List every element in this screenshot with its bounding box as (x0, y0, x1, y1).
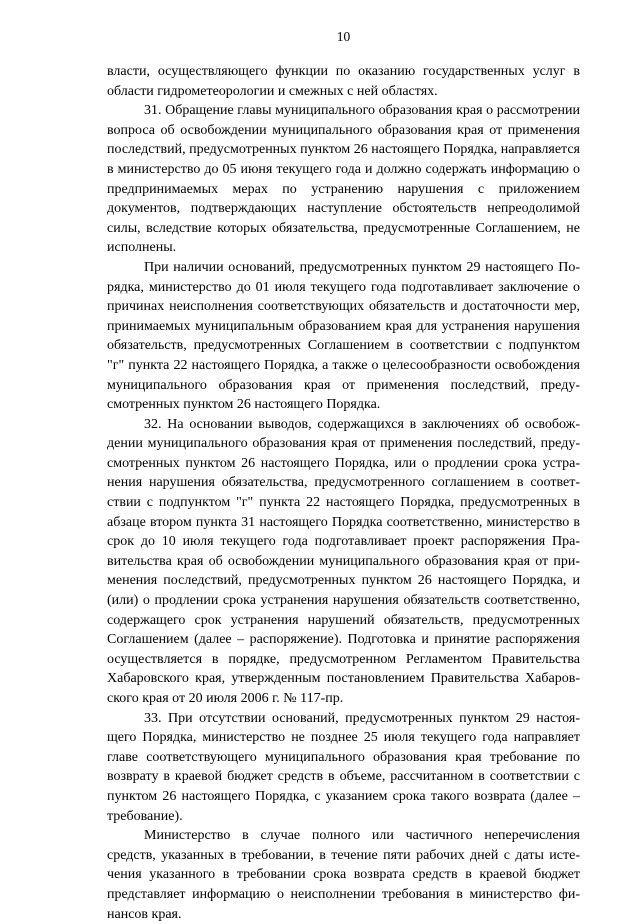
paragraph-31: 31. Обращение главы муниципального образования края о рассмотрении вопроса об освобождении муниципального образования края от применения последствий, предусмотренных пунктом 26 настоящего Порядка, направляется в министерство до 05 июня текущего года и должно содержать информацию о предпринимаемых мерах по устранению нарушения с приложением документов, подтверждающих наступление обстоятельств непреодолимой силы, вследствие которых обязательства, предусмотренные Соглашением, не исполнены. (107, 103, 580, 256)
paragraph-33-second: Министерство в случае полного или частичного неперечисления средств, указанных в требовании, в течение пяти рабочих дней с даты истечения указанного в требовании срока возврата средств в краевой бюджет представляет информацию о неисполнении требования в министерство финансов края. (107, 828, 580, 922)
paragraph-32: 32. На основании выводов, содержащихся в заключениях об освобождении муниципального образования края от применения последствий, предусмотренных пунктом 26 настоящего Порядка, или о продлении срока устранения нарушения обязательства, предусмотренного соглашением в соответствии с подпунктом "г" пункта 22 настоящего Порядка, предусмотренных в абзаце втором пункта 31 настоящего Порядка соответственно, министерство в срок до 10 июля текущего года подготавливает проект распоряжения Правительства края об освобождении муниципального образования края от применения последствий, предусмотренных пунктом 26 настоящего Порядка, и (или) о продлении срока устранения нарушения обязательств соответственно, содержащего срок устранения нарушений обязательств, предусмотренных Соглашением (далее – распоряжение). Подготовка и принятие распоряжения осуществляется в порядке, предусмотренном Регламентом Правительства Хабаровского края, утвержденным постановлением Правительства Хабаровского края от 20 июля 2006 г. № 117-пр. (107, 416, 580, 706)
document-body (107, 62, 580, 924)
page-number: 10 (336, 29, 351, 44)
paragraph-31-second: При наличии оснований, предусмотренных пунктом 29 настоящего Порядка, министерство до 01 июля текущего года подготавливает заключение о причинах неисполнения соответствующих обязательств и достаточности мер, принимаемых муниципальным образованием края для устранения нарушения обязательств, предусмотренных Соглашением в соответствии с подпунктом "г" пункта 22 настоящего Порядка, а также о целесообразности освобождения муниципального образования края от применения последствий, предусмотренных пунктом 26 настоящего Порядка. (107, 259, 580, 413)
paragraph-continuation: власти, осуществляющего функции по оказанию государственных услуг в области гидрометеорологии и смежных с ней областях. (107, 64, 580, 99)
paragraph-33: 33. При отсутствии оснований, предусмотренных пунктом 29 настоящего Порядка, министерство не позднее 25 июля текущего года направляет главе соответствующего муниципального образования края требование по возврату в краевой бюджет средств в объеме, рассчитанном в соответствии с пунктом 26 настоящего Порядка, с указанием срока такого возврата (далее – требование). (107, 710, 580, 824)
